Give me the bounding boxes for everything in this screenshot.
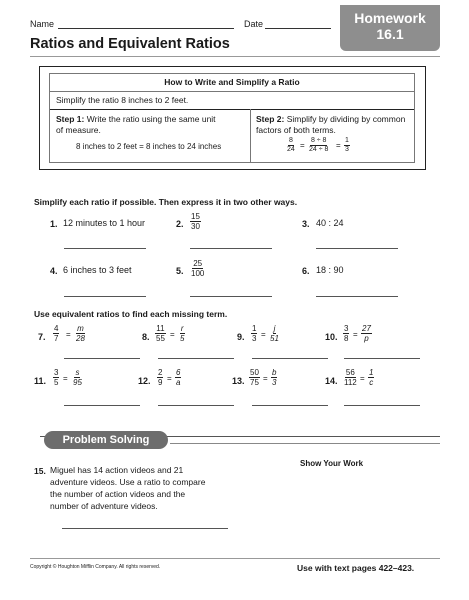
howto-intro-rule — [50, 109, 414, 110]
name-label: Name — [30, 19, 55, 29]
item-12-answer[interactable] — [158, 405, 234, 406]
step2 — [256, 114, 412, 136]
step1-text-a: Write the ratio using the same unit — [86, 114, 216, 124]
problem-solving-label: Problem Solving — [62, 434, 150, 446]
step1-label: Step 1: — [56, 114, 85, 124]
item-4-number: 4. — [50, 266, 58, 276]
date-label: Date — [244, 19, 264, 29]
item-14-right: $\frac{1}{c}$ — [369, 368, 374, 387]
step1 — [56, 114, 246, 136]
step2-eq1: = — [300, 141, 305, 150]
section1-instruction: Simplify each ratio if possible. Then express it in two other ways. — [34, 197, 298, 207]
step1-example: 8 inches to 2 feet = 8 inches to 24 inches — [76, 142, 222, 151]
howto-title: How to Write and Simplify a Ratio — [164, 77, 300, 87]
item-12-left: $\frac{2}{9}$ — [158, 368, 163, 387]
title-rule — [30, 56, 440, 57]
item-4-text: 6 inches to 3 feet — [63, 265, 132, 275]
item-8-equals: = — [170, 330, 175, 339]
item-15-answer[interactable] — [62, 528, 228, 529]
badge-line1: Homework — [354, 10, 426, 26]
item-15-line-2: adventure videos. Use a ratio to compare — [50, 477, 206, 487]
step2-eq2: = — [336, 141, 341, 150]
page-title: Ratios and Equivalent Ratios — [30, 36, 230, 52]
howto-intro: Simplify the ratio 8 inches to 2 feet. — [56, 95, 189, 105]
item-15-number: 15. — [34, 466, 46, 476]
item-15-line-4: number of adventure videos. — [50, 501, 158, 511]
item-11-answer[interactable] — [64, 405, 140, 406]
item-5-number: 5. — [176, 266, 184, 276]
step2-label: Step 2: — [256, 114, 285, 124]
step2-text-a: Simplify by dividing by common — [286, 114, 406, 124]
item-14-answer[interactable] — [344, 405, 420, 406]
item-10-right: $\frac{27}{p}$ — [362, 324, 371, 343]
item-13-right: $\frac{b}{3}$ — [272, 368, 277, 387]
item-7-right: $\frac{m}{28}$ — [76, 324, 85, 343]
item-4-answer[interactable] — [64, 296, 146, 297]
item-12-number: 12. — [138, 376, 151, 386]
item-14-left: $\frac{56}{112}$ — [344, 368, 357, 387]
item-2-answer[interactable] — [190, 248, 272, 249]
item-14-equals: = — [360, 374, 365, 383]
item-7-answer[interactable] — [64, 358, 140, 359]
item-1-number: 1. — [50, 219, 58, 229]
item-11-number: 11. — [34, 376, 47, 386]
howto-inner — [49, 73, 415, 163]
item-6-answer[interactable] — [316, 296, 398, 297]
name-field[interactable] — [58, 28, 234, 29]
footer-rule — [30, 558, 440, 559]
item-8-number: 8. — [142, 332, 150, 342]
item-15-line-3: the number of action videos and the — [50, 489, 186, 499]
item-9-number: 9. — [237, 332, 245, 342]
item-1-answer[interactable] — [64, 248, 146, 249]
item-9-right: $\frac{j}{51}$ — [270, 324, 279, 343]
item-9-left: $\frac{1}{3}$ — [252, 324, 257, 343]
item-10-left: $\frac{3}{8}$ — [344, 324, 349, 343]
problem-solving-banner — [44, 431, 168, 449]
item-2-number: 2. — [176, 219, 184, 229]
item-2-fraction: $\frac{15}{30}$ — [191, 212, 200, 231]
item-11-right: $\frac{s}{95}$ — [73, 368, 82, 387]
homework-badge — [340, 5, 440, 51]
item-13-equals: = — [263, 374, 268, 383]
item-7-equals: = — [66, 330, 71, 339]
item-10-equals: = — [353, 330, 358, 339]
item-15-text — [50, 464, 270, 512]
item-9-equals: = — [261, 330, 266, 339]
item-13-number: 13. — [232, 376, 245, 386]
howto-box — [39, 66, 426, 170]
item-12-right: $\frac{6}{a}$ — [176, 368, 181, 387]
step1-text-b: of measure. — [56, 125, 101, 135]
item-3-number: 3. — [302, 219, 310, 229]
item-8-answer[interactable] — [158, 358, 234, 359]
item-6-text: 18 : 90 — [316, 265, 344, 275]
date-field[interactable] — [265, 28, 331, 29]
item-14-number: 14. — [325, 376, 338, 386]
item-8-right: $\frac{r}{5}$ — [180, 324, 185, 343]
item-9-answer[interactable] — [252, 358, 328, 359]
item-13-answer[interactable] — [252, 405, 328, 406]
item-1-text: 12 minutes to 1 hour — [63, 218, 146, 228]
text-pages: Use with text pages 422–423. — [297, 563, 415, 573]
step2-frac-c: $\frac{1}{3}$ — [345, 137, 349, 153]
step2-math — [286, 137, 406, 159]
item-11-left: $\frac{3}{5}$ — [54, 368, 59, 387]
howto-divider — [250, 109, 251, 162]
item-13-left: $\frac{50}{75}$ — [250, 368, 259, 387]
item-3-answer[interactable] — [316, 248, 398, 249]
item-3-text: 40 : 24 — [316, 218, 344, 228]
item-7-left: $\frac{4}{7}$ — [54, 324, 59, 343]
item-8-left: $\frac{11}{55}$ — [156, 324, 165, 343]
item-5-answer[interactable] — [190, 296, 272, 297]
item-15-line-1: Miguel has 14 action videos and 21 — [50, 465, 184, 475]
section2-instruction: Use equivalent ratios to find each missing term. — [34, 309, 228, 319]
step2-frac-b: $\frac{8 \div 8}{24 \div 8}$ — [309, 137, 329, 153]
item-7-number: 7. — [38, 332, 46, 342]
item-11-equals: = — [63, 374, 68, 383]
item-12-equals: = — [167, 374, 172, 383]
step2-text-b: factors of both terms. — [256, 125, 336, 135]
item-10-answer[interactable] — [344, 358, 420, 359]
badge-line2: 16.1 — [376, 26, 404, 42]
item-5-fraction: $\frac{25}{100}$ — [191, 259, 205, 278]
step2-frac-a: $\frac{8}{24}$ — [287, 137, 295, 153]
item-6-number: 6. — [302, 266, 310, 276]
show-your-work: Show Your Work — [300, 459, 364, 468]
copyright: Copyright © Houghton Mifflin Company. All rights reserved. — [30, 564, 161, 570]
howto-title-rule — [50, 91, 414, 92]
item-10-number: 10. — [325, 332, 338, 342]
problem-solving-rule-bottom — [170, 443, 440, 444]
